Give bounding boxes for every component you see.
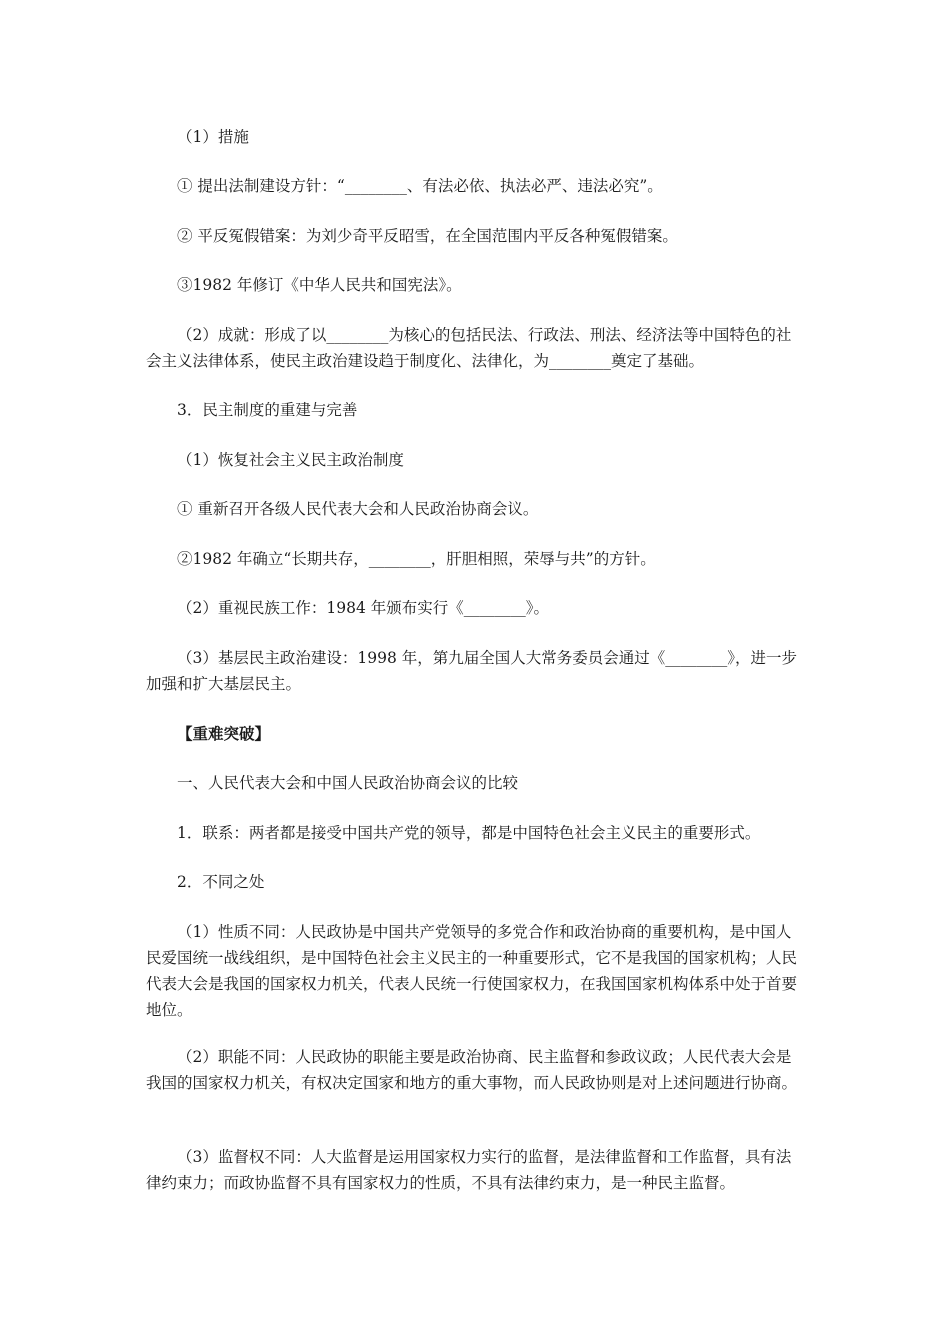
subsection-restore: （1）恢复社会主义民主政治制度 — [177, 451, 404, 469]
ethnic-work: （2）重视民族工作：1984 年颁布实行《________》。 — [177, 599, 549, 617]
restore-2: ②1982 年确立“长期共存，________，肝胆相照，荣辱与共”的方针。 — [177, 550, 656, 568]
differences-title: 2．不同之处 — [177, 873, 265, 891]
key-difficulties-heading: 【重难突破】 — [177, 725, 271, 743]
measure-3: ③1982 年修订《中华人民共和国宪法》。 — [177, 276, 462, 294]
measure-2: ② 平反冤假错案：为刘少奇平反昭雪，在全国范围内平反各种冤假错案。 — [177, 227, 678, 245]
section-3-title: 3．民主制度的重建与完善 — [177, 401, 358, 419]
restore-1: ① 重新召开各级人民代表大会和人民政治协商会议。 — [177, 500, 539, 518]
achievements: （2）成就：形成了以________为核心的包括民法、行政法、刑法、经济法等中国特色的社会主义法律体系，使民主政治建设趋于制度化、法律化，为________奠定了基础。 — [146, 326, 792, 370]
difference-supervision: （3）监督权不同：人大监督是运用国家权力实行的监督，是法律监督和工作监督，具有法律约束力；而政协监督不具有国家权力的性质，不具有法律约束力，是一种民主监督。 — [146, 1148, 792, 1192]
measure-1: ① 提出法制建设方针：“________、有法必依、执法必严、违法必究”。 — [177, 177, 663, 195]
connection: 1．联系：两者都是接受中国共产党的领导，都是中国特色社会主义民主的重要形式。 — [177, 824, 761, 842]
comparison-title: 一、人民代表大会和中国人民政治协商会议的比较 — [177, 774, 519, 792]
difference-function: （2）职能不同：人民政协的职能主要是政治协商、民主监督和参政议政；人民代表大会是我国的国家权力机关，有权决定国家和地方的重大事物，而人民政协则是对上述问题进行协商。 — [146, 1048, 798, 1092]
grassroots-democracy: （3）基层民主政治建设：1998 年，第九届全国人大常务委员会通过《________》，进一步加强和扩大基层民主。 — [146, 649, 797, 693]
difference-nature: （1）性质不同：人民政协是中国共产党领导的多党合作和政治协商的重要机构，是中国人民爱国统一战线组织，是中国特色社会主义民主的一种重要形式，它不是我国的国家机构；人民代表大会是我国的国家权力机关，代表人民统一行使国家权力，在我国国家机构体系中处于首要地位。 — [146, 923, 798, 1019]
subsection-measures: （1）措施 — [177, 128, 249, 146]
